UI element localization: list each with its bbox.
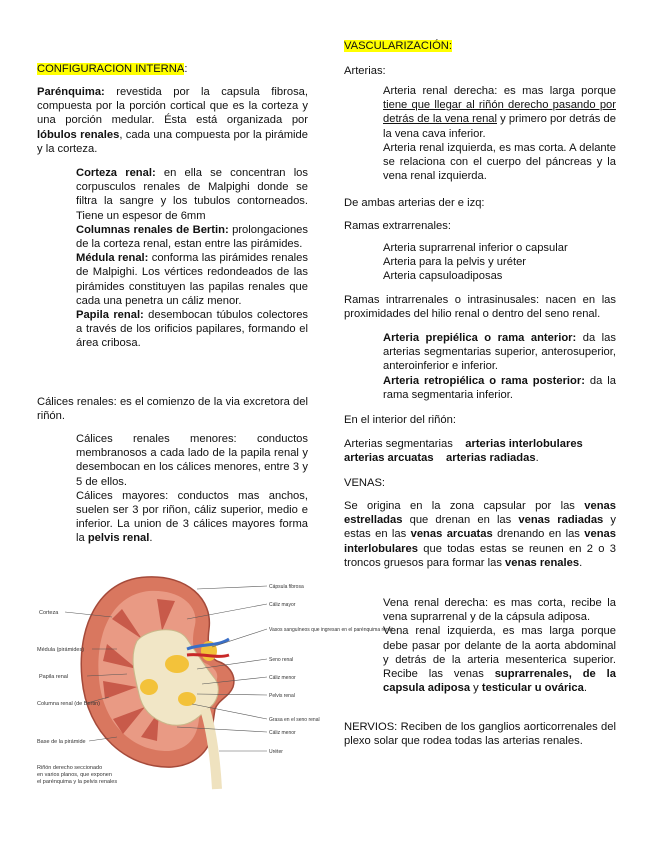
caption-line: el parénquima y la pelvis renales xyxy=(37,779,118,785)
caption-line: en varios planos, que exponen xyxy=(37,772,112,778)
sinus-fat xyxy=(140,679,158,695)
label-seno: Seno renal xyxy=(269,657,294,663)
section-heading-configuracion: CONFIGURACION INTERNA: xyxy=(37,63,188,75)
renal-artery xyxy=(187,655,229,657)
label-medula: Médula (pirámides) xyxy=(37,647,85,653)
parenquima-paragraph: Parénquima: revestida por la capsula fibrosa, compuesta por la porción cortical que es la corteza y una porción medular. Ésta está organizada por lóbulos renales, cada una compuesta por la pirámide y la corteza. xyxy=(37,86,308,155)
corteza-paragraph: Corteza renal: en ella se concentran los corpusculos renales de Malpighi donde se filtra la sangre y los tubulos contorneados. Tiene un espesor de 6mm xyxy=(76,167,309,222)
arteria-izquierda-paragraph: Arteria renal izquierda, es mas corta. A delante se relaciona con el cuerpo del páncreas y la vena renal izquierda. xyxy=(383,141,616,183)
label-papila: Papila renal xyxy=(39,674,69,680)
medula-paragraph: Médula renal: conforma las pirámides renales de Malpighi. Los vértices redondeados de las pirámides constituyen las papilas renales que cada una penetra un cáliz menor. xyxy=(76,252,308,307)
label-grasa: Grasa en el seno renal xyxy=(269,717,320,723)
interior-rinon: En el interior del riñón: xyxy=(344,414,456,426)
ramas-extrarrenales-label: Ramas extrarrenales: xyxy=(344,220,451,232)
venas-heading: VENAS: xyxy=(344,477,386,489)
list-item: Arteria suprarrenal inferior o capsular xyxy=(383,242,568,254)
section-heading-vascularizacion: VASCULARIZACIÓN: xyxy=(344,40,452,52)
label-corteza: Corteza xyxy=(39,610,59,616)
kidney-illustration xyxy=(37,569,393,791)
vena-izquierda-paragraph: Vena renal izquierda, es mas larga porque debe pasar por delante de la aorta abdominal y detrás de la arteria mesenterica superior. Recibe las venas suprarrenales, de la capsula adiposa y testicular u ovárica. xyxy=(383,625,616,695)
list-item: Arteria capsuloadiposas xyxy=(383,270,503,283)
retropielica-paragraph: Arteria retropiélica o rama posterior: da la rama segmentaria inferior. xyxy=(383,374,616,401)
list-item: Arteria para la pelvis y uréter xyxy=(383,256,527,269)
parenquima-subsections xyxy=(76,166,308,351)
label-caliz-mayor: Cáliz mayor xyxy=(269,602,296,608)
calices-menores-paragraph: Cálices renales menores: conductos membranosos a cada lado de la papila renal y desembocan en los cálices menores, entre 3 y 5 de ellos. xyxy=(76,433,308,488)
label-caliz-menor: Cáliz menor xyxy=(269,675,296,681)
arterias-label: Arterias: xyxy=(344,65,386,77)
calices-intro: Cálices renales: es el comienzo de la via excretora del riñón. xyxy=(37,396,308,423)
arteria-derecha-paragraph: Arteria renal derecha: es mas larga porque tiene que llegar al riñón derecho pasando por detrás de la vena renal y primero por detrás de la vena cava inferior. xyxy=(383,85,616,140)
ramas-intrarrenales: Ramas intrarrenales o intrasinusales: nacen en las proximidades del hilio renal o dentro del seno renal. xyxy=(344,294,616,321)
label-ureter: Uréter xyxy=(269,749,283,755)
venas-renales xyxy=(383,596,616,695)
label-caliz-menor-2: Cáliz menor xyxy=(269,730,296,736)
columnas-paragraph: Columnas renales de Bertin: prolongaciones de la corteza renal, estan entre las pirámides. xyxy=(76,223,308,251)
calices-mayores-paragraph: Cálices mayores: conductos mas anchos, suelen ser 3 por riñon, cáliz superior, medio e inferior. La union de 3 cálices mayores forma la pelvis renal. xyxy=(76,489,308,545)
prepielica-paragraph: Arteria prepiélica o rama anterior: da las arterias segmentarias superior, anterosuperior, anteroinferior e inferior. xyxy=(383,332,616,373)
label-pelvis: Pelvis renal xyxy=(269,693,295,699)
papila-paragraph: Papila renal: desembocan túbulos colectores a través de los orificios papilares, formando el área cribosa. xyxy=(76,309,309,350)
label-vasos: Vasos sanguíneos que ingresan en el parénquima renal xyxy=(269,627,393,633)
label-capsula: Cápsula fibrosa xyxy=(269,584,304,590)
arterias-renales xyxy=(383,84,616,183)
venas-paragraph: Se origina en la zona capsular por las venas estrelladas que drenan en las venas radiadas y estas en las venas arcuatas drenando en las venas interlobulares que todas estas se reunen en 2 o 3 troncos gruesos para formar las venas renales. xyxy=(344,500,616,569)
figure-caption xyxy=(37,765,117,785)
nervios-paragraph: NERVIOS: Reciben de los ganglios aorticorrenales del plexo solar que rodea todas las arterias renales. xyxy=(344,721,616,748)
caption-line: Riñón derecho seccionado xyxy=(37,765,103,771)
arterias-sequence: Arterias segmentarias arterias interlobulares arterias arcuatas arterias radiadas. xyxy=(344,438,583,465)
calices-subsections xyxy=(76,432,308,546)
vena-derecha-paragraph: Vena renal derecha: es mas corta, recibe la vena suprarrenal y de la cápsula adiposa. xyxy=(383,597,616,624)
ramas-extrarrenales-list xyxy=(383,241,616,284)
label-base-piramide: Base de la pirámide xyxy=(37,739,86,745)
ambas-arterias: De ambas arterias der e izq: xyxy=(344,197,485,209)
kidney-figure xyxy=(37,569,393,791)
ramas-intrarrenales-list xyxy=(383,331,616,402)
label-columna: Columna renal (de Bertin) xyxy=(37,701,100,707)
sinus-fat xyxy=(178,692,196,706)
sinus-fat xyxy=(165,655,189,673)
